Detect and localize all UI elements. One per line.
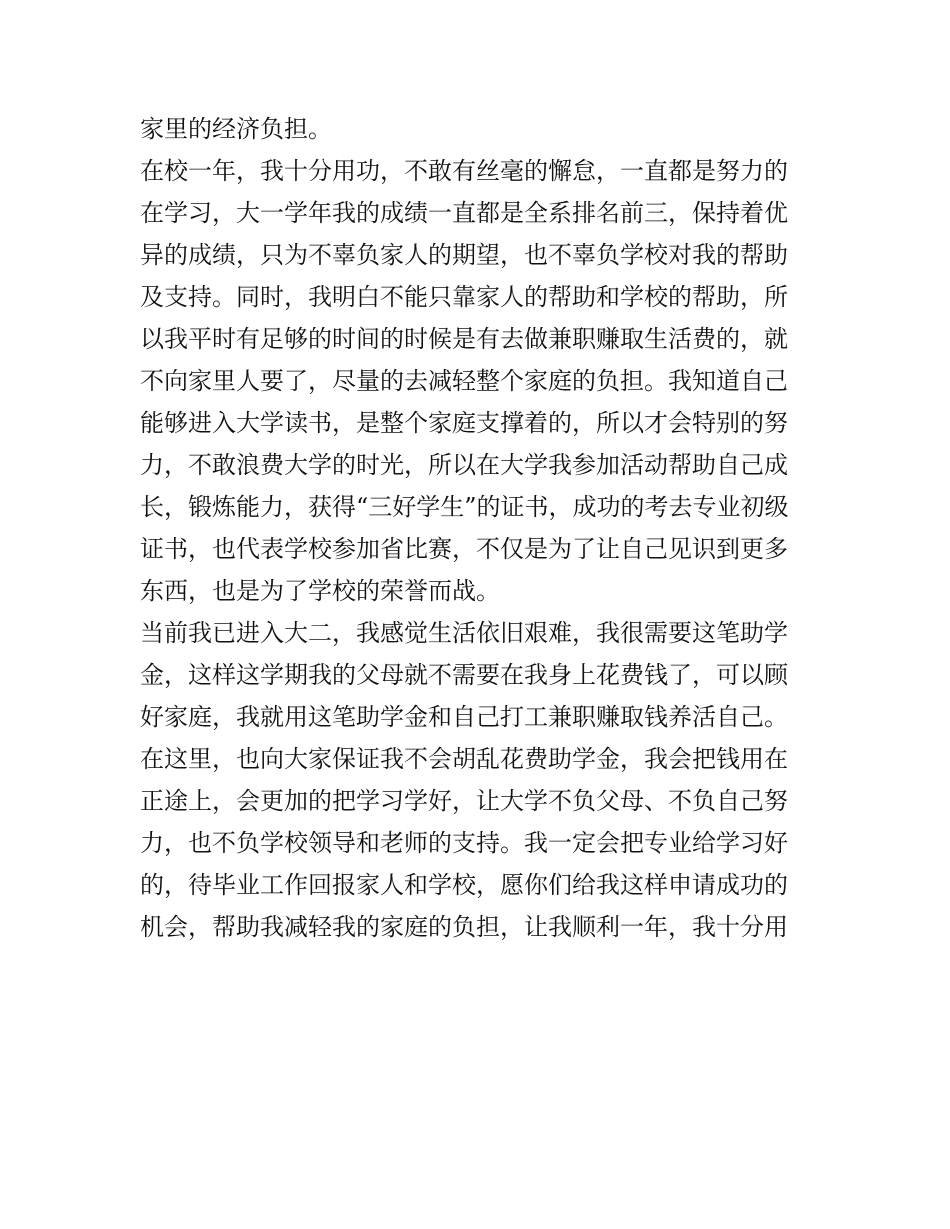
text-line: 正途上，会更加的把学习学好，让大学不负父母、不负自己努 [140, 787, 788, 815]
text-line: 长，锻炼能力，获得“三好学生”的证书，成功的考去专业初级 [140, 493, 789, 521]
text-line: 证书，也代表学校参加省比赛，不仅是为了让自己见识到更多 [140, 535, 788, 563]
text-line: 机会，帮助我减轻我的家庭的负担，让我顺利一年，我十分用 [140, 913, 788, 941]
text-line: 在学习，大一学年我的成绩一直都是全系排名前三，保持着优 [140, 199, 788, 227]
text-line: 的，待毕业工作回报家人和学校，愿你们给我这样申请成功的 [140, 871, 788, 899]
text-line: 不向家里人要了，尽量的去减轻整个家庭的负担。我知道自己 [140, 367, 788, 395]
text-line: 在这里，也向大家保证我不会胡乱花费助学金，我会把钱用在 [140, 745, 788, 773]
text-line: 以我平时有足够的时间的时候是有去做兼职赚取生活费的，就 [140, 325, 788, 353]
text-line: 能够进入大学读书，是整个家庭支撑着的，所以才会特别的努 [140, 409, 788, 437]
text-line: 好家庭，我就用这笔助学金和自己打工兼职赚取钱养活自己。 [140, 703, 788, 731]
text-line: 东西，也是为了学校的荣誉而战。 [140, 577, 500, 605]
text-line: 金，这样这学期我的父母就不需要在我身上花费钱了，可以顾 [140, 661, 788, 689]
text-line: 及支持。同时，我明白不能只靠家人的帮助和学校的帮助，所 [140, 283, 788, 311]
text-line: 当前我已进入大二，我感觉生活依旧艰难，我很需要这笔助学 [140, 619, 788, 647]
text-line: 力，也不负学校领导和老师的支持。我一定会把专业给学习好 [140, 829, 788, 857]
text-line: 在校一年，我十分用功，不敢有丝毫的懈怠，一直都是努力的 [140, 157, 788, 185]
text-line: 家里的经济负担。 [140, 115, 332, 143]
text-line: 异的成绩，只为不辜负家人的期望，也不辜负学校对我的帮助 [140, 241, 788, 269]
body-text [140, 108, 820, 948]
text-line: 力，不敢浪费大学的时光，所以在大学我参加活动帮助自己成 [140, 451, 788, 479]
